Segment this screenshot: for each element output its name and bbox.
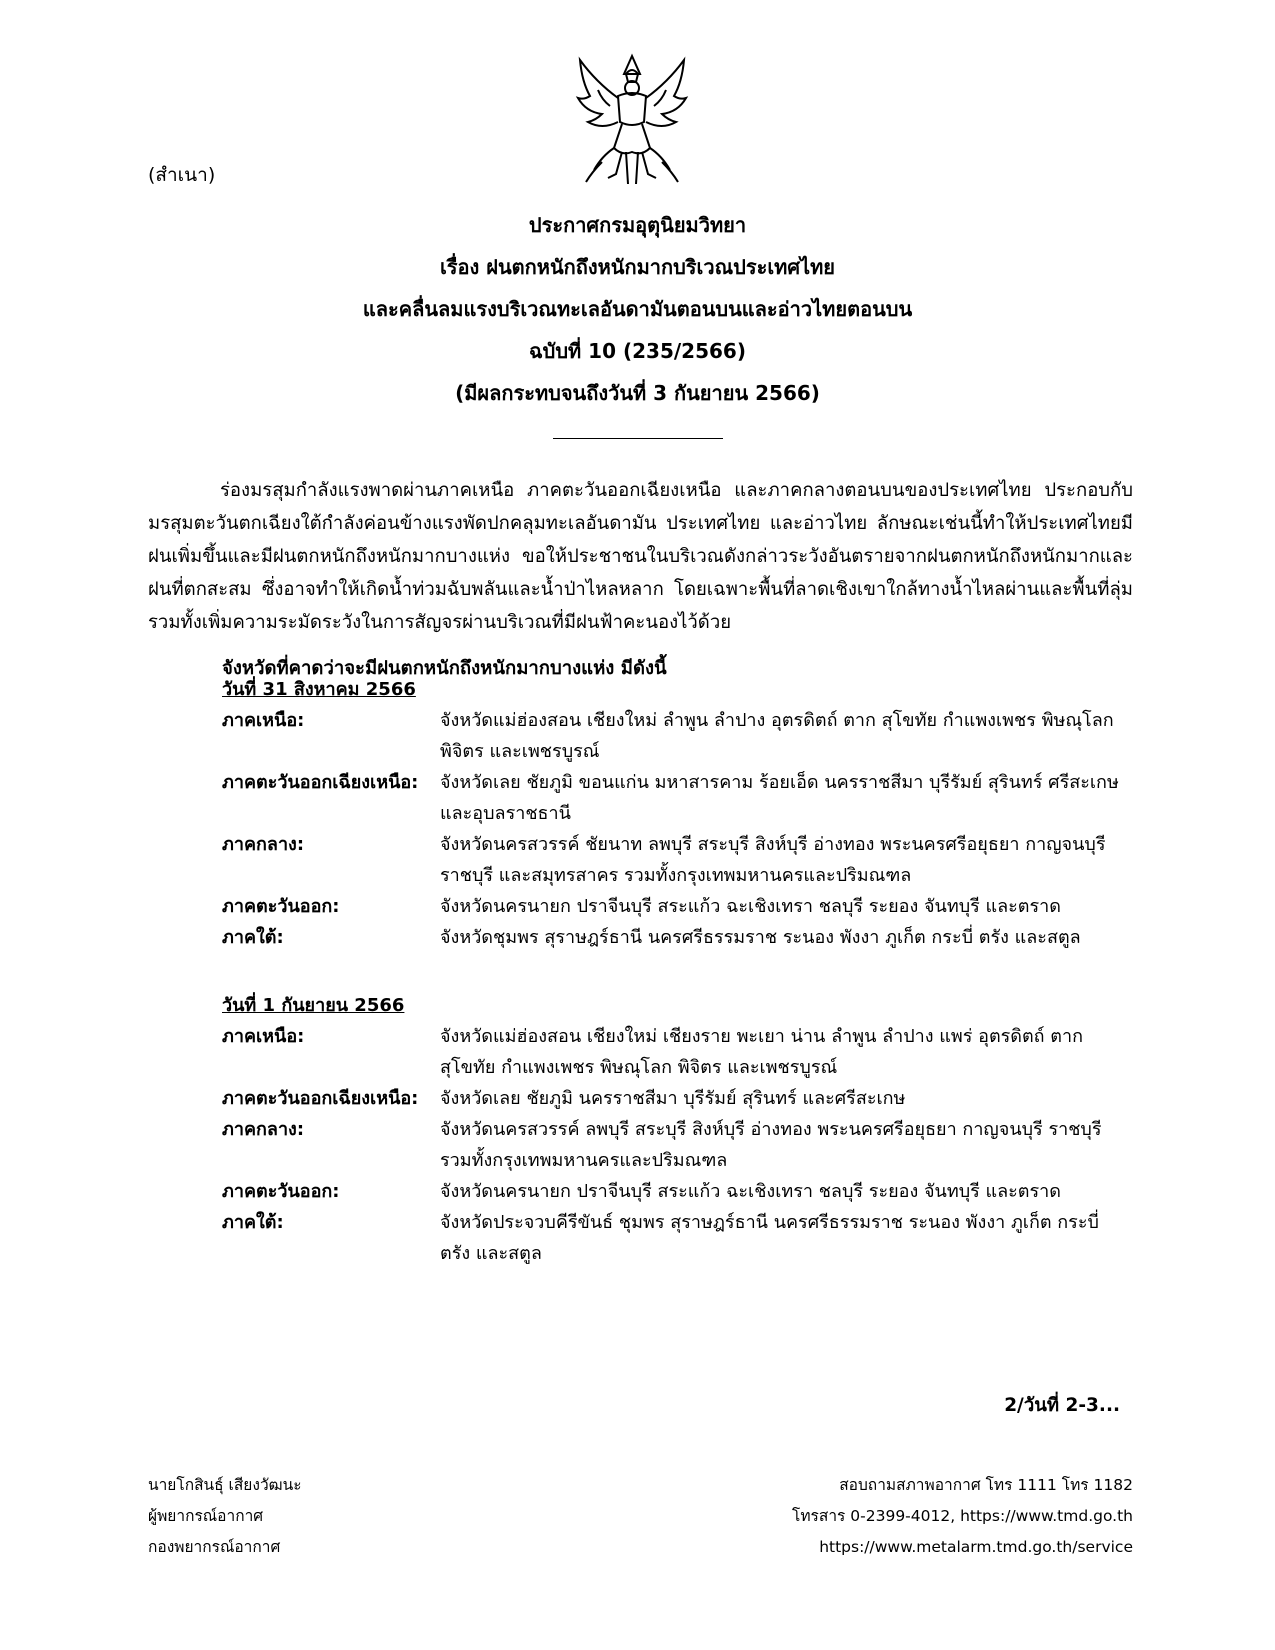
contact-service-url: https://www.metalarm.tmd.go.th/service xyxy=(819,1538,1133,1556)
title-line: ฉบับที่ 10 (235/2566) xyxy=(529,339,746,363)
forecaster-division: กองพยากรณ์อากาศ xyxy=(148,1538,281,1556)
region-row xyxy=(222,1176,1134,1207)
region-name: ภาคเหนือ: xyxy=(222,710,305,731)
region-row xyxy=(222,829,1134,891)
region-provinces: จังหวัดเลย ชัยภูมิ ขอนแก่น มหาสารคาม ร้อยเอ็ด นครราชสีมา บุรีรัมย์ สุรินทร์ ศรีสะเกษ และอุบลราชธานี xyxy=(440,772,1119,824)
region-name: ภาคใต้: xyxy=(222,1212,284,1233)
region-provinces: จังหวัดชุมพร สุราษฎร์ธานี นครศรีธรรมราช ระนอง พังงา ภูเก็ต กระบี่ ตรัง และสตูล xyxy=(440,927,1081,948)
provinces-heading: จังหวัดที่คาดว่าจะมีฝนตกหนักถึงหนักมากบางแห่ง มีดังนี้ xyxy=(222,658,667,679)
region-provinces: จังหวัดนครสวรรค์ ลพบุรี สระบุรี สิงห์บุรี อ่างทอง พระนครศรีอยุธยา กาญจนบุรี ราชบุรี รวมทั้งกรุงเทพมหานครและปริมณฑล xyxy=(440,1119,1102,1171)
title-divider xyxy=(553,438,723,439)
region-provinces: จังหวัดเลย ชัยภูมิ นครราชสีมา บุรีรัมย์ สุรินทร์ และศรีสะเกษ xyxy=(440,1088,906,1109)
contact-fax-website: โทรสาร 0-2399-4012, https://www.tmd.go.th xyxy=(792,1507,1133,1525)
region-row xyxy=(222,1021,1134,1083)
region-row xyxy=(222,1083,1134,1114)
region-row xyxy=(222,1207,1134,1269)
day-date: วันที่ 31 สิงหาคม 2566 xyxy=(222,679,416,700)
region-name: ภาคตะวันออก: xyxy=(222,896,340,917)
forecaster-title: ผู้พยากรณ์อากาศ xyxy=(148,1507,264,1525)
title-line: เรื่อง ฝนตกหนักถึงหนักมากบริเวณประเทศไทย xyxy=(439,255,836,279)
region-name: ภาคกลาง: xyxy=(222,834,305,855)
title-line: (มีผลกระทบจนถึงวันที่ 3 กันยายน 2566) xyxy=(455,381,820,405)
region-provinces: จังหวัดแม่ฮ่องสอน เชียงใหม่ เชียงราย พะเยา น่าน ลำพูน ลำปาง แพร่ อุตรดิตถ์ ตาก สุโขทัย กำแพงเพชร พิษณุโลก พิจิตร และเพชรบูรณ์ xyxy=(440,1026,1083,1078)
copy-label: (สำเนา) xyxy=(148,164,216,186)
region-name: ภาคตะวันออกเฉียงเหนือ: xyxy=(222,772,419,793)
region-provinces: จังหวัดแม่ฮ่องสอน เชียงใหม่ ลำพูน ลำปาง อุตรดิตถ์ ตาก สุโขทัย กำแพงเพชร พิษณุโลก พิจิตร และเพชรบูรณ์ xyxy=(440,710,1114,762)
region-row xyxy=(222,1114,1134,1176)
region-row xyxy=(222,705,1134,767)
region-provinces: จังหวัดนครนายก ปราจีนบุรี สระแก้ว ฉะเชิงเทรา ชลบุรี ระยอง จันทบุรี และตราด xyxy=(440,896,1061,917)
region-name: ภาคเหนือ: xyxy=(222,1026,305,1047)
region-name: ภาคใต้: xyxy=(222,927,284,948)
day-date: วันที่ 1 กันยายน 2566 xyxy=(222,995,405,1016)
garuda-emblem-icon xyxy=(572,52,692,188)
body-paragraph: ร่องมรสุมกำลังแรงพาดผ่านภาคเหนือ ภาคตะวันออกเฉียงเหนือ และภาคกลางตอนบนของประเทศไทย ประกอบกับมรสุมตะวันตกเฉียงใต้กำลังค่อนข้างแรงพัดปกคลุมทะเลอันดามัน ประเทศไทย และอ่าวไทย ลักษณะเช่นนี้ทำให้ประเทศไทยมีฝนเพิ่มขึ้นและมีฝนตกหนักถึงหนักมากบางแห่ง ขอให้ประชาชนในบริเวณดังกล่าวระวังอันตรายจากฝนตกหนักถึงหนักมากและฝนที่ตกสะสม ซึ่งอาจทำให้เกิดน้ำท่วมฉับพลันและน้ำป่าไหลหลาก โดยเฉพาะพื้นที่ลาดเชิงเขาใกล้ทางน้ำไหลผ่านและพื้นที่ลุ่ม รวมทั้งเพิ่มความระมัดระวังในการสัญจรผ่านบริเวณที่มีฝนฟ้าคะนองไว้ด้วย xyxy=(148,480,1133,633)
region-provinces: จังหวัดประจวบคีรีขันธ์ ชุมพร สุราษฎร์ธานี นครศรีธรรมราช ระนอง พังงา ภูเก็ต กระบี่ ตรัง และสตูล xyxy=(440,1212,1099,1264)
region-provinces: จังหวัดนครสวรรค์ ชัยนาท ลพบุรี สระบุรี สิงห์บุรี อ่างทอง พระนครศรีอยุธยา กาญจนบุรี ราชบุรี และสมุทรสาคร รวมทั้งกรุงเทพมหานครและปริมณฑล xyxy=(440,834,1106,886)
forecaster-info xyxy=(148,1470,302,1563)
contact-info xyxy=(792,1470,1133,1563)
contact-phone: สอบถามสภาพอากาศ โทร 1111 โทร 1182 xyxy=(839,1476,1133,1494)
region-row xyxy=(222,767,1134,829)
region-name: ภาคตะวันออก: xyxy=(222,1181,340,1202)
region-row xyxy=(222,922,1134,953)
continuation-label: 2/วันที่ 2-3... xyxy=(1004,1395,1120,1416)
forecast-day-section xyxy=(222,674,1134,953)
title-line: ประกาศกรมอุตุนิยมวิทยา xyxy=(528,213,747,237)
region-name: ภาคตะวันออกเฉียงเหนือ: xyxy=(222,1088,419,1109)
region-provinces: จังหวัดนครนายก ปราจีนบุรี สระแก้ว ฉะเชิงเทรา ชลบุรี ระยอง จันทบุรี และตราด xyxy=(440,1181,1061,1202)
region-row xyxy=(222,891,1134,922)
announcement-title xyxy=(0,204,1275,414)
forecaster-name: นายโกสินธุ์ เสียงวัฒนะ xyxy=(148,1476,302,1494)
title-line: และคลื่นลมแรงบริเวณทะเลอันดามันตอนบนและอ่าวไทยตอนบน xyxy=(362,297,913,321)
forecast-day-section xyxy=(222,990,1134,1269)
region-name: ภาคกลาง: xyxy=(222,1119,305,1140)
